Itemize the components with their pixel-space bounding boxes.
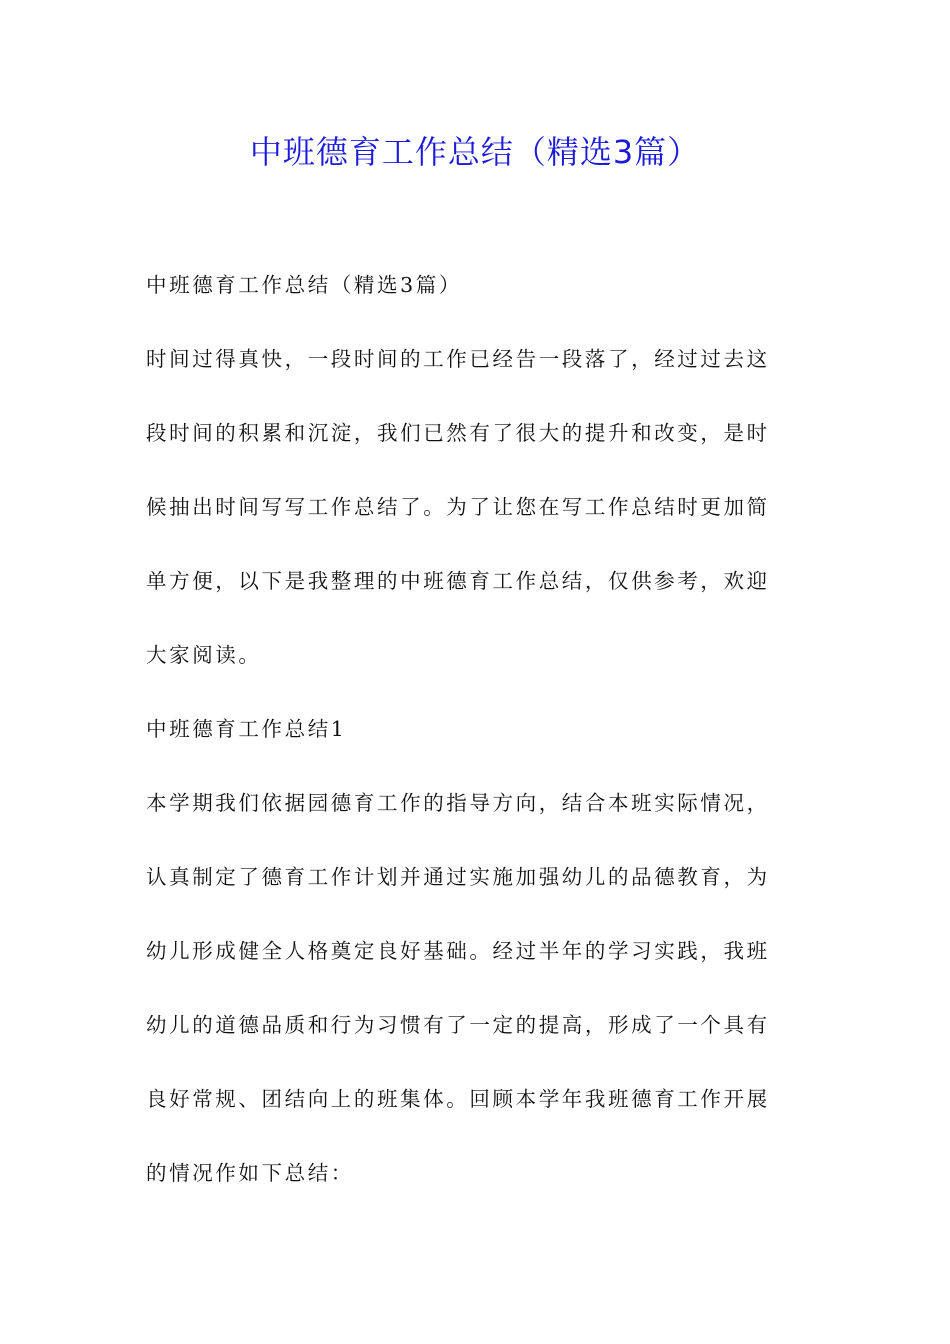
paragraph-line: 段时间的积累和沉淀，我们已然有了很大的提升和改变，是时 (146, 421, 770, 445)
paragraph-line: 幼儿形成健全人格奠定良好基础。经过半年的学习实践，我班 (146, 939, 770, 963)
paragraph-line: 候抽出时间写写工作总结了。为了让您在写工作总结时更加简 (146, 495, 770, 519)
paragraph-line: 大家阅读。 (146, 643, 262, 667)
paragraph-line: 良好常规、团结向上的班集体。回顾本学年我班德育工作开展 (146, 1087, 770, 1111)
paragraph-line: 的情况作如下总结： (146, 1161, 354, 1185)
section-heading: 中班德育工作总结1 (146, 717, 347, 741)
paragraph-line: 认真制定了德育工作计划并通过实施加强幼儿的品德教育，为 (146, 865, 770, 889)
document-title: 中班德育工作总结（精选3篇） (249, 133, 701, 171)
subtitle-line: 中班德育工作总结（精选3篇） (146, 273, 462, 297)
paragraph-line: 本学期我们依据园德育工作的指导方向，结合本班实际情况， (146, 791, 770, 815)
paragraph-line: 幼儿的道德品质和行为习惯有了一定的提高，形成了一个具有 (146, 1013, 770, 1037)
document-body (146, 262, 810, 1224)
paragraph-line: 单方便，以下是我整理的中班德育工作总结，仅供参考，欢迎 (146, 569, 770, 593)
paragraph-line: 时间过得真快，一段时间的工作已经告一段落了，经过过去这 (146, 347, 770, 371)
